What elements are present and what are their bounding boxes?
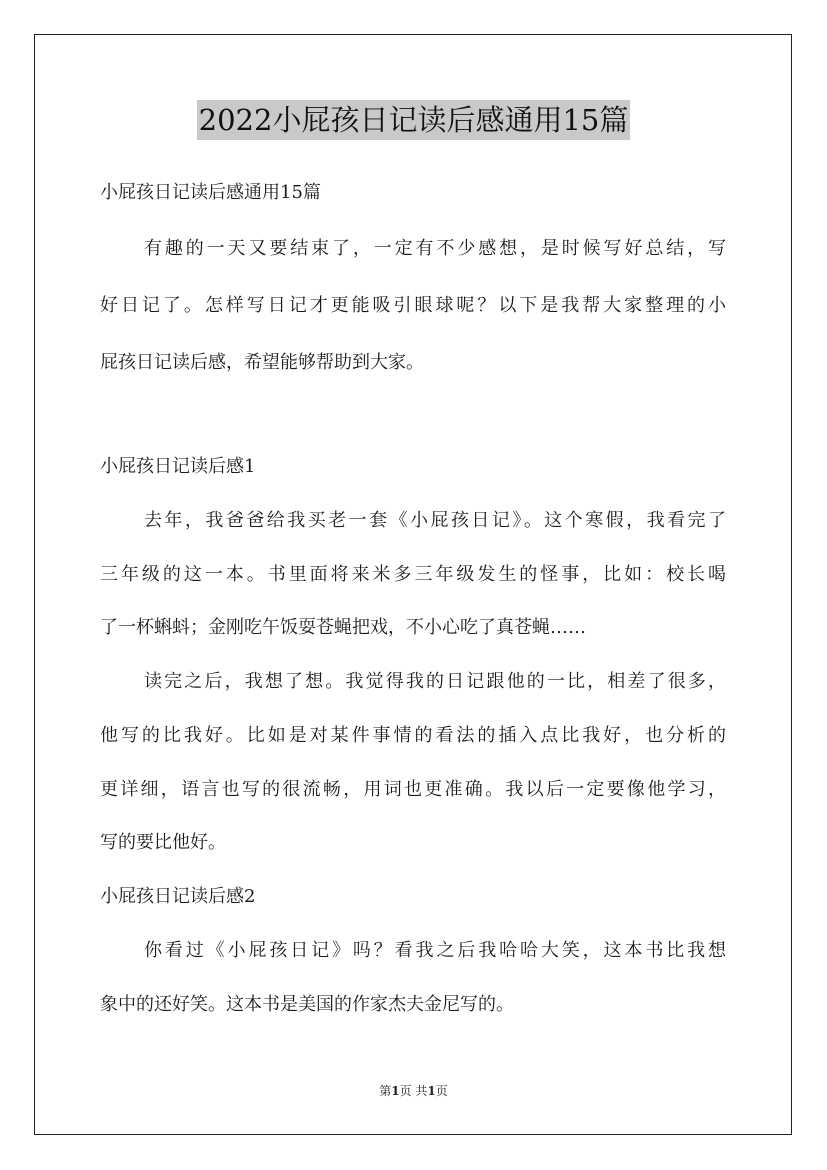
section1-heading: 小屁孩日记读后感1	[100, 456, 256, 477]
footer-suffix: 页	[435, 1084, 448, 1098]
footer-prefix: 第	[379, 1084, 392, 1098]
section2-p1-line-2: 象中的还好笑。这本书是美国的作家杰夫金尼写的。	[100, 994, 514, 1015]
section1-p2-line-2: 他写的比我好。比如是对某件事情的看法的插入点比我好，也分析的	[100, 725, 726, 746]
section2-p1-line-1: 你看过《小屁孩日记》吗？看我之后我哈哈大笑，这本书比我想	[144, 940, 726, 961]
intro-line-1: 有趣的一天又要结束了，一定有不少感想，是时候写好总结，写	[144, 238, 726, 259]
section1-p2-line-3: 更详细，语言也写的很流畅，用词也更准确。我以后一定要像他学习，	[100, 779, 726, 800]
subtitle: 小屁孩日记读后感通用15篇	[100, 182, 321, 203]
title-container	[0, 100, 827, 140]
footer-mid: 页 共	[399, 1084, 428, 1098]
section1-p1-line-3: 了一杯蝌蚪；金刚吃午饭耍苍蝇把戏，不小心吃了真苍蝇……	[100, 617, 586, 638]
footer-total-pages: 1	[427, 1084, 436, 1098]
intro-line-2: 好日记了。怎样写日记才更能吸引眼球呢？以下是我帮大家整理的小	[100, 295, 726, 316]
section1-p1-line-1: 去年，我爸爸给我买老一套《小屁孩日记》。这个寒假，我看完了	[144, 510, 726, 531]
intro-line-3: 屁孩日记读后感，希望能够帮助到大家。	[100, 352, 424, 373]
section2-heading: 小屁孩日记读后感2	[100, 886, 256, 907]
section1-p2-line-1: 读完之后，我想了想。我觉得我的日记跟他的一比，相差了很多，	[144, 671, 726, 692]
page-footer	[0, 1083, 827, 1099]
document-title: 2022小屁孩日记读后感通用15篇	[197, 100, 631, 140]
section1-p2-line-4: 写的要比他好。	[100, 832, 226, 853]
footer-page-number: 1	[391, 1084, 400, 1098]
section1-p1-line-2: 三年级的这一本。书里面将来米多三年级发生的怪事，比如：校长喝	[100, 564, 726, 585]
